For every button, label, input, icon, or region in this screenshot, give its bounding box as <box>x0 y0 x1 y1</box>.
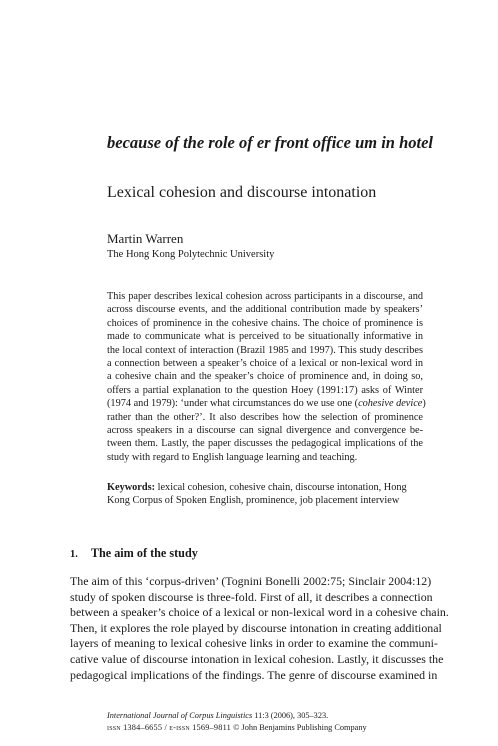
section-number: 1. <box>70 549 78 560</box>
abstract-line: the local context of interaction (Brazil 1985 and 1997). This study describes <box>107 344 423 356</box>
author-name: Martin Warren <box>107 231 184 246</box>
keywords-label: Keywords: <box>107 482 156 493</box>
body-line: layers of meaning to lexical cohesive links in order to examine the communi- <box>70 636 438 651</box>
body-line: cative value of discourse intonation in lexical cohesion. Lastly, it discusses the <box>70 651 444 666</box>
body-line: The aim of this ‘corpus-driven’ (Tognini Bonelli 2002:75; Sinclair 2004:12) <box>70 574 432 588</box>
article-subtitle: Lexical cohesion and discourse intonation <box>107 184 377 201</box>
journal-name: International Journal of Corpus Linguistics <box>107 711 253 720</box>
article-title: because of the role of er front office um in hotel <box>107 133 434 152</box>
abstract-line-start: (1974 and 1979): ‘under what circumstances do we use one ( <box>107 398 359 410</box>
abstract-line: rather than the other?’. It also describes how the selection of prominence <box>107 411 423 423</box>
abstract-line: tween them. Lastly, the paper discusses the pedagogical implications of the <box>107 438 423 450</box>
abstract-line: choices of prominence in the cohesive chains. The choice of prominence is <box>107 317 423 329</box>
section-heading <box>70 546 198 562</box>
keywords-line: Kong Corpus of Spoken English, prominence, job placement interview <box>107 495 400 507</box>
abstract-line: across speakers in a discourse can signal divergence and convergence be- <box>107 425 423 437</box>
keywords-text: lexical cohesion, cohesive chain, discourse intonation, Hong <box>157 482 407 493</box>
publisher: © John Benjamins Publishing Company <box>231 723 367 732</box>
issn-line <box>107 722 367 733</box>
author-affiliation: The Hong Kong Polytechnic University <box>107 249 275 260</box>
journal-citation <box>107 710 328 721</box>
abstract-line: offers a partial explanation to the question Hoey (1991:17) asks of Winter <box>107 384 423 396</box>
abstract-line: a connection between a speaker’s choice of a lexical or non-lexical word in <box>107 358 423 370</box>
abstract-line: made to communicate what is perceived to be situationally informative in <box>107 331 423 343</box>
body-line: between a speaker’s choice of a lexical or non-lexical word in a cohesive chain. <box>70 605 449 620</box>
section-title: The aim of the study <box>90 546 198 560</box>
keywords-line <box>107 481 423 494</box>
abstract-line-end: ) <box>422 398 426 410</box>
body-line: study of spoken discourse is three-fold. First of all, it describes a connection <box>70 589 433 604</box>
abstract-line: This paper describes lexical cohesion across participants in a discourse, and <box>107 291 423 302</box>
abstract-italic-term: cohesive device <box>358 398 423 410</box>
abstract-line: a cohesive chain and the speaker’s choice of prominence and, in doing so, <box>107 371 423 383</box>
body-line: pedagogical implications of the findings. The genre of discourse examined in <box>70 667 438 682</box>
abstract-line: across discourse events, and the additional contribution made by speakers’ <box>107 304 423 316</box>
abstract-line: study with regard to English language learning and teaching. <box>107 451 358 463</box>
journal-volume: 11:3 (2006), 305–323. <box>252 711 329 720</box>
issn: issn 1384–6655 / e-issn 1569–9811 <box>107 723 232 732</box>
abstract-line <box>107 397 426 410</box>
abstract <box>107 290 426 464</box>
body-paragraph <box>70 574 449 683</box>
body-line: Then, it explores the role played by discourse intonation in creating additional <box>70 620 442 635</box>
keywords <box>107 481 423 508</box>
